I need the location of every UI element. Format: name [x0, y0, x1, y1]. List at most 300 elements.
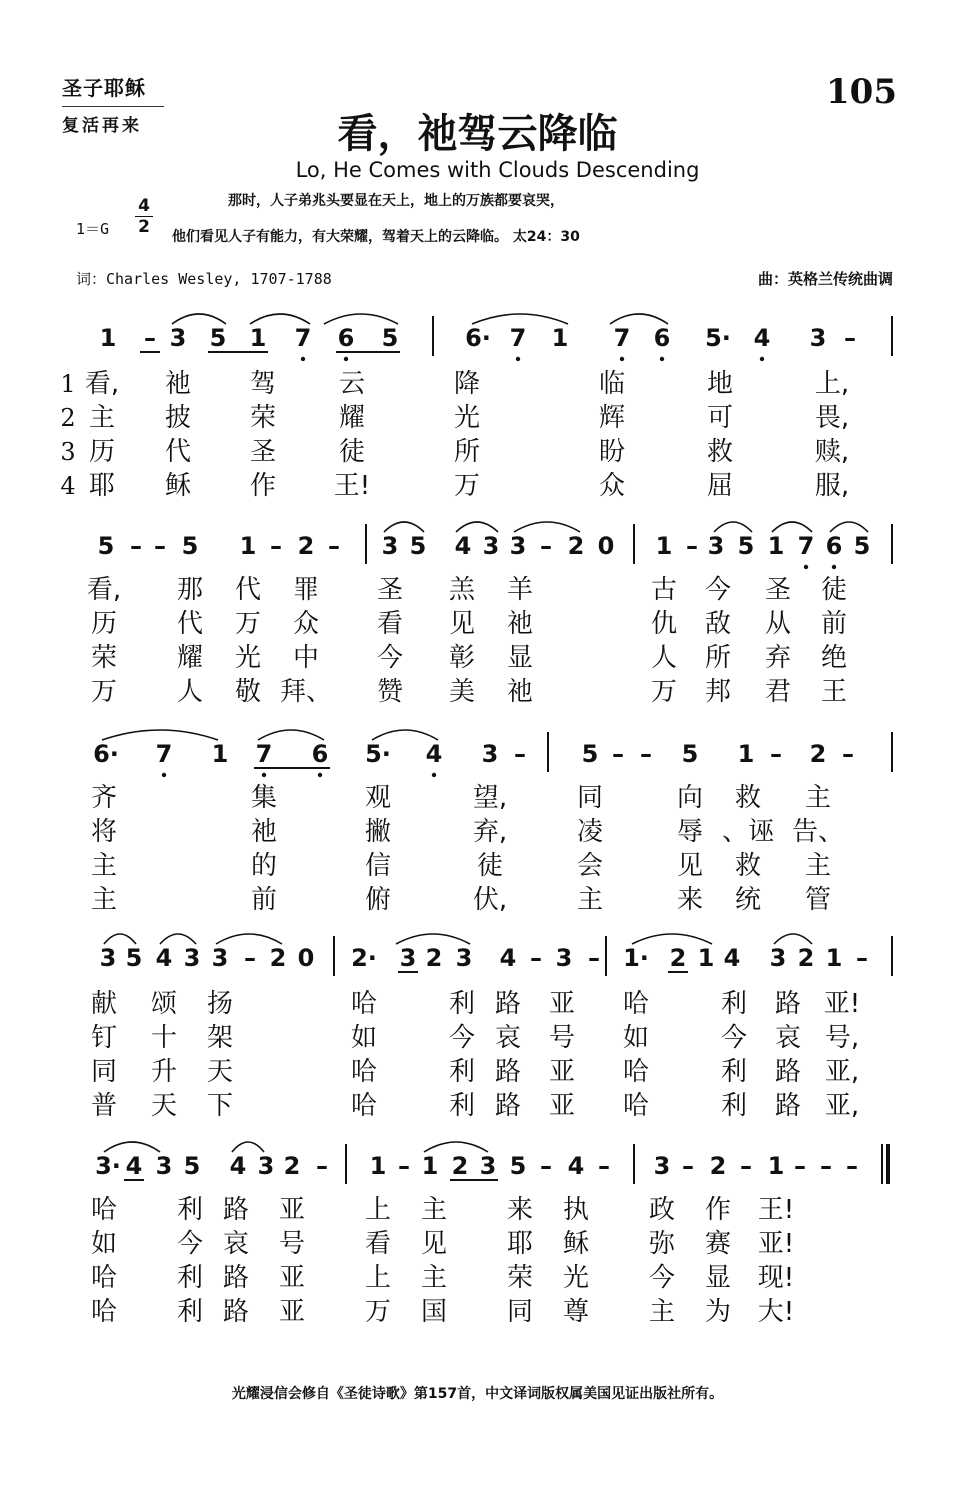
- key-signature: 1＝G: [76, 220, 110, 238]
- lyric-syllable: 众: [292, 609, 320, 639]
- note: 3: [555, 944, 573, 972]
- note: –: [842, 740, 854, 768]
- lyric-syllable: 哀: [494, 1023, 522, 1053]
- lyric-syllable: 如: [90, 1229, 118, 1259]
- note: 7: [509, 324, 527, 352]
- note: 5: [853, 532, 871, 560]
- slur: [456, 522, 498, 532]
- lyric-syllable: 利: [448, 1091, 476, 1121]
- lyric-syllable: 万: [453, 471, 481, 501]
- lyric-syllable: 如: [622, 1023, 650, 1053]
- note: 7: [155, 740, 173, 768]
- lyric-syllable: 同: [506, 1297, 534, 1327]
- note: 5: [409, 532, 427, 560]
- note: 2: [297, 532, 315, 560]
- lyric-syllable: 圣: [764, 575, 792, 605]
- lyric-syllable: 路: [222, 1195, 250, 1225]
- lyric-syllable: 大!: [757, 1297, 795, 1327]
- note: 4: [229, 1152, 247, 1180]
- note: 3: [169, 324, 187, 352]
- lyric-syllable: 今: [648, 1263, 676, 1293]
- lyric-syllable: 哈: [90, 1297, 118, 1327]
- note: 3·: [95, 1152, 121, 1180]
- note: 1: [767, 532, 785, 560]
- lyric-syllable: 弃,: [472, 817, 508, 847]
- lyric-syllable: 看,: [86, 575, 122, 605]
- note: 1: [249, 324, 267, 352]
- lyric-syllable: 号,: [824, 1023, 860, 1053]
- lyric-syllable: 祂: [164, 369, 192, 399]
- note: 3: [381, 532, 399, 560]
- lyric-syllable: 见: [420, 1229, 448, 1259]
- note: 2: [669, 944, 687, 972]
- note: –: [612, 740, 624, 768]
- verse-number: 1: [60, 370, 76, 398]
- note: –: [794, 1152, 806, 1180]
- note: 5: [681, 740, 699, 768]
- lyric-syllable: 俯: [364, 885, 392, 915]
- lyric-syllable: 羔: [448, 575, 476, 605]
- lyric-syllable: 圣: [249, 437, 277, 467]
- lyric-syllable: 现!: [757, 1263, 795, 1293]
- lyric-syllable: 上: [364, 1195, 392, 1225]
- lyric-syllable: 盼: [598, 437, 626, 467]
- lyric-syllable: 天: [206, 1057, 234, 1087]
- lyric-syllable: 亚: [278, 1263, 306, 1293]
- note: 3: [211, 944, 229, 972]
- lyric-syllable: 亚!: [757, 1229, 795, 1259]
- note: –: [844, 324, 856, 352]
- lyric-syllable: 哈: [350, 1057, 378, 1087]
- slur: [104, 934, 136, 944]
- lyric-syllable: 哀: [774, 1023, 802, 1053]
- composer-credit: 曲：英格兰传统曲调: [757, 270, 893, 288]
- lyric-syllable: 望,: [472, 783, 508, 813]
- note: 5: [125, 944, 143, 972]
- lyric-syllable: 路: [222, 1297, 250, 1327]
- lyric-syllable: 国: [420, 1297, 448, 1327]
- note: 2: [451, 1152, 469, 1180]
- lyric-syllable: 升: [150, 1057, 178, 1087]
- lyric-syllable: 利: [176, 1195, 204, 1225]
- lyric-syllable: 撇: [364, 817, 392, 847]
- note: 2: [797, 944, 815, 972]
- lyric-syllable: 统: [734, 885, 762, 915]
- lyric-syllable: 万: [90, 677, 118, 707]
- lyric-syllable: 观: [364, 783, 392, 813]
- note: 5·: [365, 740, 391, 768]
- lyric-syllable: 荣: [506, 1263, 534, 1293]
- lyric-syllable: 路: [494, 989, 522, 1019]
- note: 4: [425, 740, 443, 768]
- lyric-syllable: 仇: [650, 609, 678, 639]
- lyric-syllable: 下: [206, 1091, 234, 1121]
- lyric-syllable: 同: [576, 783, 604, 813]
- lyric-syllable: 显: [506, 643, 534, 673]
- slur: [384, 522, 424, 532]
- lyric-syllable: 集: [250, 783, 278, 813]
- slur: [232, 1142, 264, 1152]
- lyric-syllable: 信: [364, 851, 392, 881]
- note: 3: [455, 944, 473, 972]
- lyric-syllable: 光: [453, 403, 481, 433]
- lyric-syllable: 哈: [622, 1091, 650, 1121]
- lyric-syllable: 看: [376, 609, 404, 639]
- lyric-syllable: 祂: [506, 609, 534, 639]
- octave-dot: [262, 773, 266, 777]
- lyric-syllable: 前: [820, 609, 848, 639]
- note: –: [740, 1152, 752, 1180]
- note: 2: [283, 1152, 301, 1180]
- lyric-syllable: 可: [706, 403, 734, 433]
- note: 2: [425, 944, 443, 972]
- note: 4: [454, 532, 472, 560]
- lyric-syllable: 万: [650, 677, 678, 707]
- note: 6·: [93, 740, 119, 768]
- lyric-syllable: 普: [90, 1091, 118, 1121]
- note: –: [540, 532, 552, 560]
- lyric-syllable: 人: [176, 677, 204, 707]
- lyric-syllable: 如: [350, 1023, 378, 1053]
- lyric-syllable: 代: [234, 575, 262, 605]
- octave-dot: [344, 357, 348, 361]
- lyric-syllable: 、诬: [721, 817, 775, 847]
- lyric-syllable: 利: [720, 1057, 748, 1087]
- lyric-syllable: 敬: [234, 677, 262, 707]
- lyric-syllable: 云: [338, 369, 366, 399]
- lyric-syllable: 主: [576, 885, 604, 915]
- lyric-syllable: 今: [376, 643, 404, 673]
- slur: [514, 522, 580, 532]
- lyric-syllable: 辱: [676, 817, 704, 847]
- lyric-syllable: 王!: [333, 471, 371, 501]
- note: 5: [183, 1152, 201, 1180]
- note: 3: [769, 944, 787, 972]
- lyric-syllable: 显: [704, 1263, 732, 1293]
- note: 4: [155, 944, 173, 972]
- note: 3: [399, 944, 417, 972]
- lyric-syllable: 上: [364, 1263, 392, 1293]
- lyric-syllable: 齐: [90, 783, 118, 813]
- lyric-syllable: 尊: [562, 1297, 590, 1327]
- note: 1: [697, 944, 715, 972]
- note: 7: [613, 324, 631, 352]
- lyric-syllable: 路: [494, 1091, 522, 1121]
- note: 6: [337, 324, 355, 352]
- lyric-syllable: 救: [706, 437, 734, 467]
- lyric-syllable: 路: [774, 1091, 802, 1121]
- lyric-syllable: 告、: [791, 817, 845, 847]
- lyric-syllable: 所: [704, 643, 732, 673]
- note: 3: [509, 532, 527, 560]
- lyric-syllable: 赛: [704, 1229, 732, 1259]
- slur: [104, 1142, 160, 1152]
- lyric-syllable: 美: [448, 677, 476, 707]
- lyric-syllable: 所: [453, 437, 481, 467]
- lyric-syllable: 亚!: [823, 989, 861, 1019]
- lyric-syllable: 主: [420, 1263, 448, 1293]
- lyric-syllable: 主: [804, 783, 832, 813]
- note: 5·: [705, 324, 731, 352]
- note: –: [686, 532, 698, 560]
- octave-dot: [660, 357, 664, 361]
- note: 5: [97, 532, 115, 560]
- slur: [472, 314, 568, 324]
- lyric-syllable: 徒: [820, 575, 848, 605]
- note: 3: [479, 1152, 497, 1180]
- lyric-syllable: 为: [704, 1297, 732, 1327]
- slur: [714, 522, 752, 532]
- note: 3: [183, 944, 201, 972]
- time-signature-bottom: 2: [138, 217, 150, 237]
- slur: [632, 934, 712, 944]
- lyric-syllable: 畏,: [814, 403, 850, 433]
- lyric-syllable: 哈: [350, 1091, 378, 1121]
- lyric-syllable: 徒: [476, 851, 504, 881]
- note: –: [820, 1152, 832, 1180]
- note: 3: [257, 1152, 275, 1180]
- note: 6·: [465, 324, 491, 352]
- slur: [102, 730, 218, 740]
- lyric-syllable: 亚,: [824, 1091, 860, 1121]
- note: 5: [209, 324, 227, 352]
- slur: [772, 522, 812, 532]
- hymn-title-english: Lo, He Comes with Clouds Descending: [295, 158, 700, 182]
- verse-number: 3: [60, 438, 76, 466]
- time-signature-top: 4: [135, 198, 153, 217]
- lyric-syllable: 稣: [562, 1229, 590, 1259]
- note: 3: [653, 1152, 671, 1180]
- lyric-syllable: 天: [150, 1091, 178, 1121]
- lyric-syllable: 献: [90, 989, 118, 1019]
- lyric-syllable: 的: [250, 851, 278, 881]
- note: –: [398, 1152, 410, 1180]
- note: 0: [597, 532, 615, 560]
- octave-dot: [516, 357, 520, 361]
- lyric-syllable: 祂: [250, 817, 278, 847]
- lyric-syllable: 亚: [548, 989, 576, 1019]
- note: 6: [825, 532, 843, 560]
- lyric-syllable: 扬: [206, 989, 234, 1019]
- note: 5: [381, 324, 399, 352]
- lyric-syllable: 来: [676, 885, 704, 915]
- lyric-syllable: 哈: [350, 989, 378, 1019]
- note: –: [640, 740, 652, 768]
- lyric-syllable: 那: [176, 575, 204, 605]
- note: 1: [369, 1152, 387, 1180]
- slur: [610, 314, 668, 324]
- note: 1: [239, 532, 257, 560]
- lyric-syllable: 主: [804, 851, 832, 881]
- lyric-syllable: 主: [420, 1195, 448, 1225]
- lyric-syllable: 光: [234, 643, 262, 673]
- note: 1: [211, 740, 229, 768]
- lyric-syllable: 中: [292, 643, 320, 673]
- lyric-syllable: 弃: [764, 643, 792, 673]
- note: –: [770, 740, 782, 768]
- lyric-syllable: 号: [548, 1023, 576, 1053]
- lyric-syllable: 降: [453, 369, 481, 399]
- note: 6: [311, 740, 329, 768]
- octave-dot: [804, 565, 808, 569]
- lyric-syllable: 同: [90, 1057, 118, 1087]
- lyric-syllable: 哈: [622, 1057, 650, 1087]
- hymn-category: 圣子耶稣: [62, 76, 146, 100]
- lyric-syllable: 伏,: [472, 885, 508, 915]
- lyric-syllable: 君: [764, 677, 792, 707]
- slur: [324, 314, 398, 324]
- scripture-line-1: 那时，人子弟兆头要显在天上，地上的万族都要哀哭，: [228, 193, 564, 209]
- note: 3: [482, 532, 500, 560]
- lyric-syllable: 路: [774, 1057, 802, 1087]
- lyric-syllable: 路: [222, 1263, 250, 1293]
- lyric-syllable: 作: [704, 1195, 732, 1225]
- lyric-syllable: 哈: [90, 1263, 118, 1293]
- octave-dot: [832, 565, 836, 569]
- lyric-syllable: 主: [648, 1297, 676, 1327]
- lyric-syllable: 古: [650, 575, 678, 605]
- note: –: [588, 944, 600, 972]
- lyric-syllable: 弥: [648, 1229, 676, 1259]
- lyric-syllable: 王!: [757, 1195, 795, 1225]
- note: 2: [809, 740, 827, 768]
- lyric-syllable: 向: [676, 783, 704, 813]
- note: 5: [737, 532, 755, 560]
- note: 7: [255, 740, 273, 768]
- slur: [258, 730, 324, 740]
- octave-dot: [318, 773, 322, 777]
- verse-number: 2: [60, 404, 76, 432]
- note: 1: [99, 324, 117, 352]
- octave-dot: [162, 773, 166, 777]
- lyric-syllable: 利: [176, 1263, 204, 1293]
- lyric-syllable: 代: [176, 609, 204, 639]
- lyric-syllable: 看: [364, 1229, 392, 1259]
- note: 3: [481, 740, 499, 768]
- lyric-syllable: 亚: [278, 1195, 306, 1225]
- lyric-syllable: 颂: [150, 989, 178, 1019]
- note: 5: [581, 740, 599, 768]
- note: –: [846, 1152, 858, 1180]
- lyric-syllable: 上,: [814, 369, 850, 399]
- lyric-syllable: 架: [206, 1023, 234, 1053]
- lyric-syllable: 利: [448, 1057, 476, 1087]
- note: 2: [709, 1152, 727, 1180]
- note: 6: [653, 324, 671, 352]
- note: 4: [723, 944, 741, 972]
- slur: [372, 730, 438, 740]
- note: 1: [421, 1152, 439, 1180]
- hymn-subcategory: 复活再来: [62, 116, 142, 136]
- note: 4: [499, 944, 517, 972]
- note: 4: [125, 1152, 143, 1180]
- slur: [172, 314, 226, 324]
- lyric-syllable: 赞: [376, 677, 404, 707]
- lyric-syllable: 凌: [576, 817, 604, 847]
- lyric-syllable: 光: [562, 1263, 590, 1293]
- lyric-syllable: 今: [176, 1229, 204, 1259]
- lyric-syllable: 救: [734, 851, 762, 881]
- lyric-syllable: 主: [90, 885, 118, 915]
- note: 3: [809, 324, 827, 352]
- note: 2: [269, 944, 287, 972]
- lyric-syllable: 耀: [176, 643, 204, 673]
- lyric-syllable: 利: [720, 1091, 748, 1121]
- note: 2: [567, 532, 585, 560]
- lyric-syllable: 绝: [820, 643, 848, 673]
- scripture-line-2: 他们看见人子有能力，有大荣耀，驾着天上的云降临。 太24：30: [172, 229, 580, 245]
- lyric-syllable: 亚: [548, 1057, 576, 1087]
- note: 1: [767, 1152, 785, 1180]
- lyric-syllable: 稣: [164, 471, 192, 501]
- lyric-syllable: 耀: [338, 403, 366, 433]
- lyric-syllable: 今: [720, 1023, 748, 1053]
- lyric-syllable: 前: [250, 885, 278, 915]
- lyric-syllable: 主: [88, 403, 116, 433]
- lyric-syllable: 将: [90, 817, 118, 847]
- lyric-syllable: 地: [706, 369, 734, 399]
- lyric-syllable: 人: [650, 643, 678, 673]
- slur: [216, 934, 282, 944]
- lyric-syllable: 赎,: [814, 437, 850, 467]
- lyric-syllable: 代: [164, 437, 192, 467]
- slur: [396, 934, 470, 944]
- lyric-syllable: 荣: [249, 403, 277, 433]
- lyric-syllable: 主: [90, 851, 118, 881]
- note: –: [856, 944, 868, 972]
- lyric-syllable: 众: [598, 471, 626, 501]
- lyric-syllable: 号: [278, 1229, 306, 1259]
- note: 1: [655, 532, 673, 560]
- lyric-syllable: 临: [598, 369, 626, 399]
- note: –: [682, 1152, 694, 1180]
- lyric-syllable: 屈: [706, 471, 734, 501]
- lyric-syllable: 圣: [376, 575, 404, 605]
- lyric-syllable: 今: [704, 575, 732, 605]
- lyric-syllable: 从: [764, 609, 792, 639]
- note: –: [540, 1152, 552, 1180]
- note: 3: [707, 532, 725, 560]
- lyric-syllable: 利: [448, 989, 476, 1019]
- lyric-syllable: 执: [562, 1195, 590, 1225]
- lyric-syllable: 十: [150, 1023, 178, 1053]
- lyric-syllable: 今: [448, 1023, 476, 1053]
- note: –: [144, 324, 156, 352]
- slur: [250, 314, 310, 324]
- lyric-syllable: 路: [494, 1057, 522, 1087]
- lyric-syllable: 利: [176, 1297, 204, 1327]
- note: 1: [551, 324, 569, 352]
- octave-dot: [620, 357, 624, 361]
- note: –: [270, 532, 282, 560]
- note: –: [316, 1152, 328, 1180]
- page-number: 105: [826, 72, 897, 112]
- note: 1: [825, 944, 843, 972]
- lyric-syllable: 披: [164, 403, 192, 433]
- lyric-syllable: 万: [364, 1297, 392, 1327]
- note: 3: [155, 1152, 173, 1180]
- lyric-syllable: 政: [648, 1195, 676, 1225]
- copyright-footer: 光耀浸信会修自《圣徒诗歌》第157首，中文译词版权属美国见证出版社所有。: [231, 1386, 724, 1402]
- octave-dot: [432, 773, 436, 777]
- lyric-syllable: 荣: [90, 643, 118, 673]
- note: 4: [753, 324, 771, 352]
- lyric-syllable: 耶: [506, 1229, 534, 1259]
- lyric-syllable: 见: [676, 851, 704, 881]
- lyric-syllable: 彰: [448, 643, 476, 673]
- lyric-syllable: 服,: [814, 471, 850, 501]
- note: –: [154, 532, 166, 560]
